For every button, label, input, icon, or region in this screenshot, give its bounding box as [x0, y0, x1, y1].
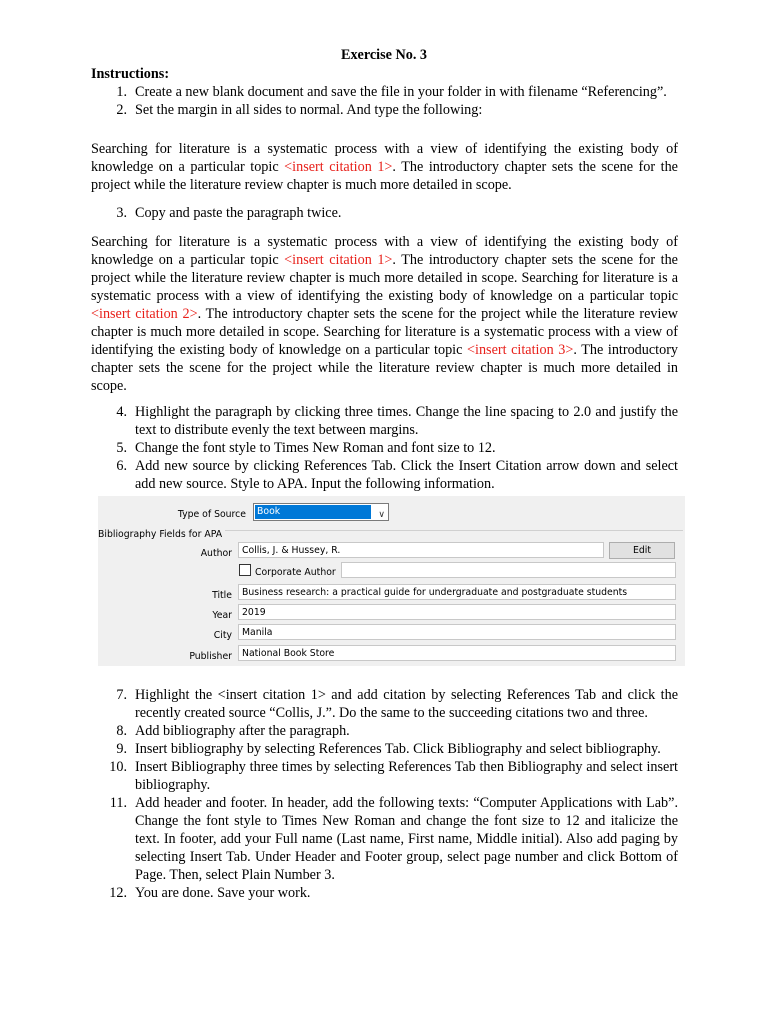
steps-4-6: [91, 403, 678, 493]
list-item: 9. Insert bibliography by selecting References Tab. Click Bibliography and select bibliography.: [116, 741, 661, 757]
corporate-author-checkbox[interactable]: [239, 564, 251, 576]
step-text: Insert bibliography by selecting References Tab. Click Bibliography and select bibliography.: [135, 741, 661, 757]
create-source-dialog-screenshot: [98, 496, 685, 666]
publisher-field[interactable]: National Book Store: [238, 645, 676, 661]
step-text: You are done. Save your work.: [135, 885, 311, 901]
step-text: Highlight the paragraph by clicking three times. Change the line spacing to 2.0 and justify the text to distribute evenly the text between margins.: [135, 404, 678, 438]
step-text: Set the margin in all sides to normal. And type the following:: [135, 102, 483, 118]
author-field[interactable]: Collis, J. & Hussey, R.: [238, 542, 604, 558]
step-text: Add header and footer. In header, add the following texts: “Computer Applications with Lab”. Change the font style to Times New Roman and change the font size to 12 and italicize the text. In footer, add your Full name (Last name, First name, Middle initial). Also add paging by selecting Insert Tab. Under Header and Footer group, select page number and click Bottom of Page. Then, select Plain Number 3.: [135, 795, 678, 883]
citation-placeholder: <insert citation 3>: [467, 342, 574, 358]
type-of-source-label: Type of Source: [177, 509, 246, 520]
step-text: Add new source by clicking References Tab. Click the Insert Citation arrow down and select add new source. Style to APA. Input the following information.: [135, 458, 678, 492]
corporate-author-field[interactable]: [341, 562, 676, 578]
list-item: 5. Change the font style to Times New Roman and font size to 12.: [116, 440, 496, 456]
city-label: City: [213, 630, 232, 641]
exercise-title: Exercise No. 3: [340, 47, 428, 63]
step-text: Insert Bibliography three times by selecting References Tab then Bibliography and select insert bibliography.: [135, 759, 678, 793]
step-text: Highlight the <insert citation 1> and add citation by selecting References Tab and click the recently created source “Collis, J.”. Do the same to the succeeding citations two and three.: [135, 687, 678, 721]
bibliography-fields-label: Bibliography Fields for APA: [98, 529, 223, 540]
type-of-source-select[interactable]: [253, 503, 389, 521]
year-label: Year: [212, 610, 232, 621]
step-text: Create a new blank document and save the file in your folder in with filename “Referencing”.: [135, 84, 667, 100]
list-item: 3. Copy and paste the paragraph twice.: [116, 205, 342, 221]
list-item: 1. Create a new blank document and save the file in your folder in with filename “Referencing”.: [116, 84, 667, 100]
step-text: Add bibliography after the paragraph.: [135, 723, 350, 739]
citation-placeholder: <insert citation 1>: [284, 159, 393, 175]
title-label: Title: [212, 590, 232, 601]
list-item: 2. Set the margin in all sides to normal. And type the following:: [116, 102, 483, 118]
publisher-label: Publisher: [189, 651, 232, 662]
corporate-author-label: Corporate Author: [255, 567, 336, 578]
list-item: 10. Insert Bibliography three times by selecting References Tab then Bibliography and select insert bibliography.: [109, 759, 678, 793]
instructions-heading: Instructions:: [91, 66, 170, 82]
step-3: [91, 204, 678, 222]
citation-placeholder: <insert citation 1>: [284, 252, 393, 268]
type-of-source-value: Book: [255, 505, 371, 519]
list-item: 8. Add bibliography after the paragraph.: [116, 723, 350, 739]
title-field[interactable]: Business research: a practical guide for undergraduate and postgraduate students: [238, 584, 676, 600]
list-item: 4. Highlight the paragraph by clicking three times. Change the line spacing to 2.0 and justify the text to distribute evenly the text between margins.: [116, 404, 678, 438]
edit-button[interactable]: Edit: [609, 542, 675, 559]
author-label: Author: [200, 548, 232, 559]
citation-placeholder: <insert citation 2>: [91, 306, 198, 322]
city-field[interactable]: Manila: [238, 624, 676, 640]
year-field[interactable]: 2019: [238, 604, 676, 620]
list-item: 7. Highlight the <insert citation 1> and add citation by selecting References Tab and click the recently created source “Collis, J.”. Do the same to the succeeding citations two and three.: [116, 687, 678, 721]
list-item: 11. Add header and footer. In header, add the following texts: “Computer Applications with Lab”. Change the font style to Times New Roman and change the font size to 12 and italicize the text. In footer, add your Full name (Last name, First name, Middle initial). Also add paging by selecting Insert Tab. Under Header and Footer group, select page number and click Bottom of Page. Then, select Plain Number 3.: [109, 795, 678, 883]
step-text: Copy and paste the paragraph twice.: [135, 205, 342, 221]
list-item: 12. You are done. Save your work.: [109, 885, 311, 901]
list-item: 6. Add new source by clicking References Tab. Click the Insert Citation arrow down and select add new source. Style to APA. Input the following information.: [116, 458, 678, 492]
group-divider: [225, 530, 683, 531]
chevron-down-icon[interactable]: ∨: [378, 510, 385, 520]
paragraph-1: Searching for literature is a systematic process with a view of identifying the existing body of knowledge on a particular topic <insert citation 1>. The introductory chapter sets the scene for the project while the literature review chapter is much more detailed in scope.: [91, 141, 678, 193]
steps-1-2: [91, 83, 678, 119]
step-text: Change the font style to Times New Roman and font size to 12.: [135, 440, 496, 456]
steps-7-12: [91, 686, 678, 902]
paragraph-2: Searching for literature is a systematic process with a view of identifying the existing body of knowledge on a particular topic <insert citation 1>. The introductory chapter sets the scene for the project while the literature review chapter is much more detailed in scope. Searching for literature is a systematic process with a view of identifying the existing body of knowledge on a particular topic <insert citation 2>. The introductory chapter sets the scene for the project while the literature review chapter is much more detailed in scope. Searching for literature is a systematic process with a view of identifying the existing body of knowledge on a particular topic <insert citation 3>. The introductory chapter sets the scene for the project while the literature review chapter is much more detailed in scope.: [91, 234, 679, 394]
